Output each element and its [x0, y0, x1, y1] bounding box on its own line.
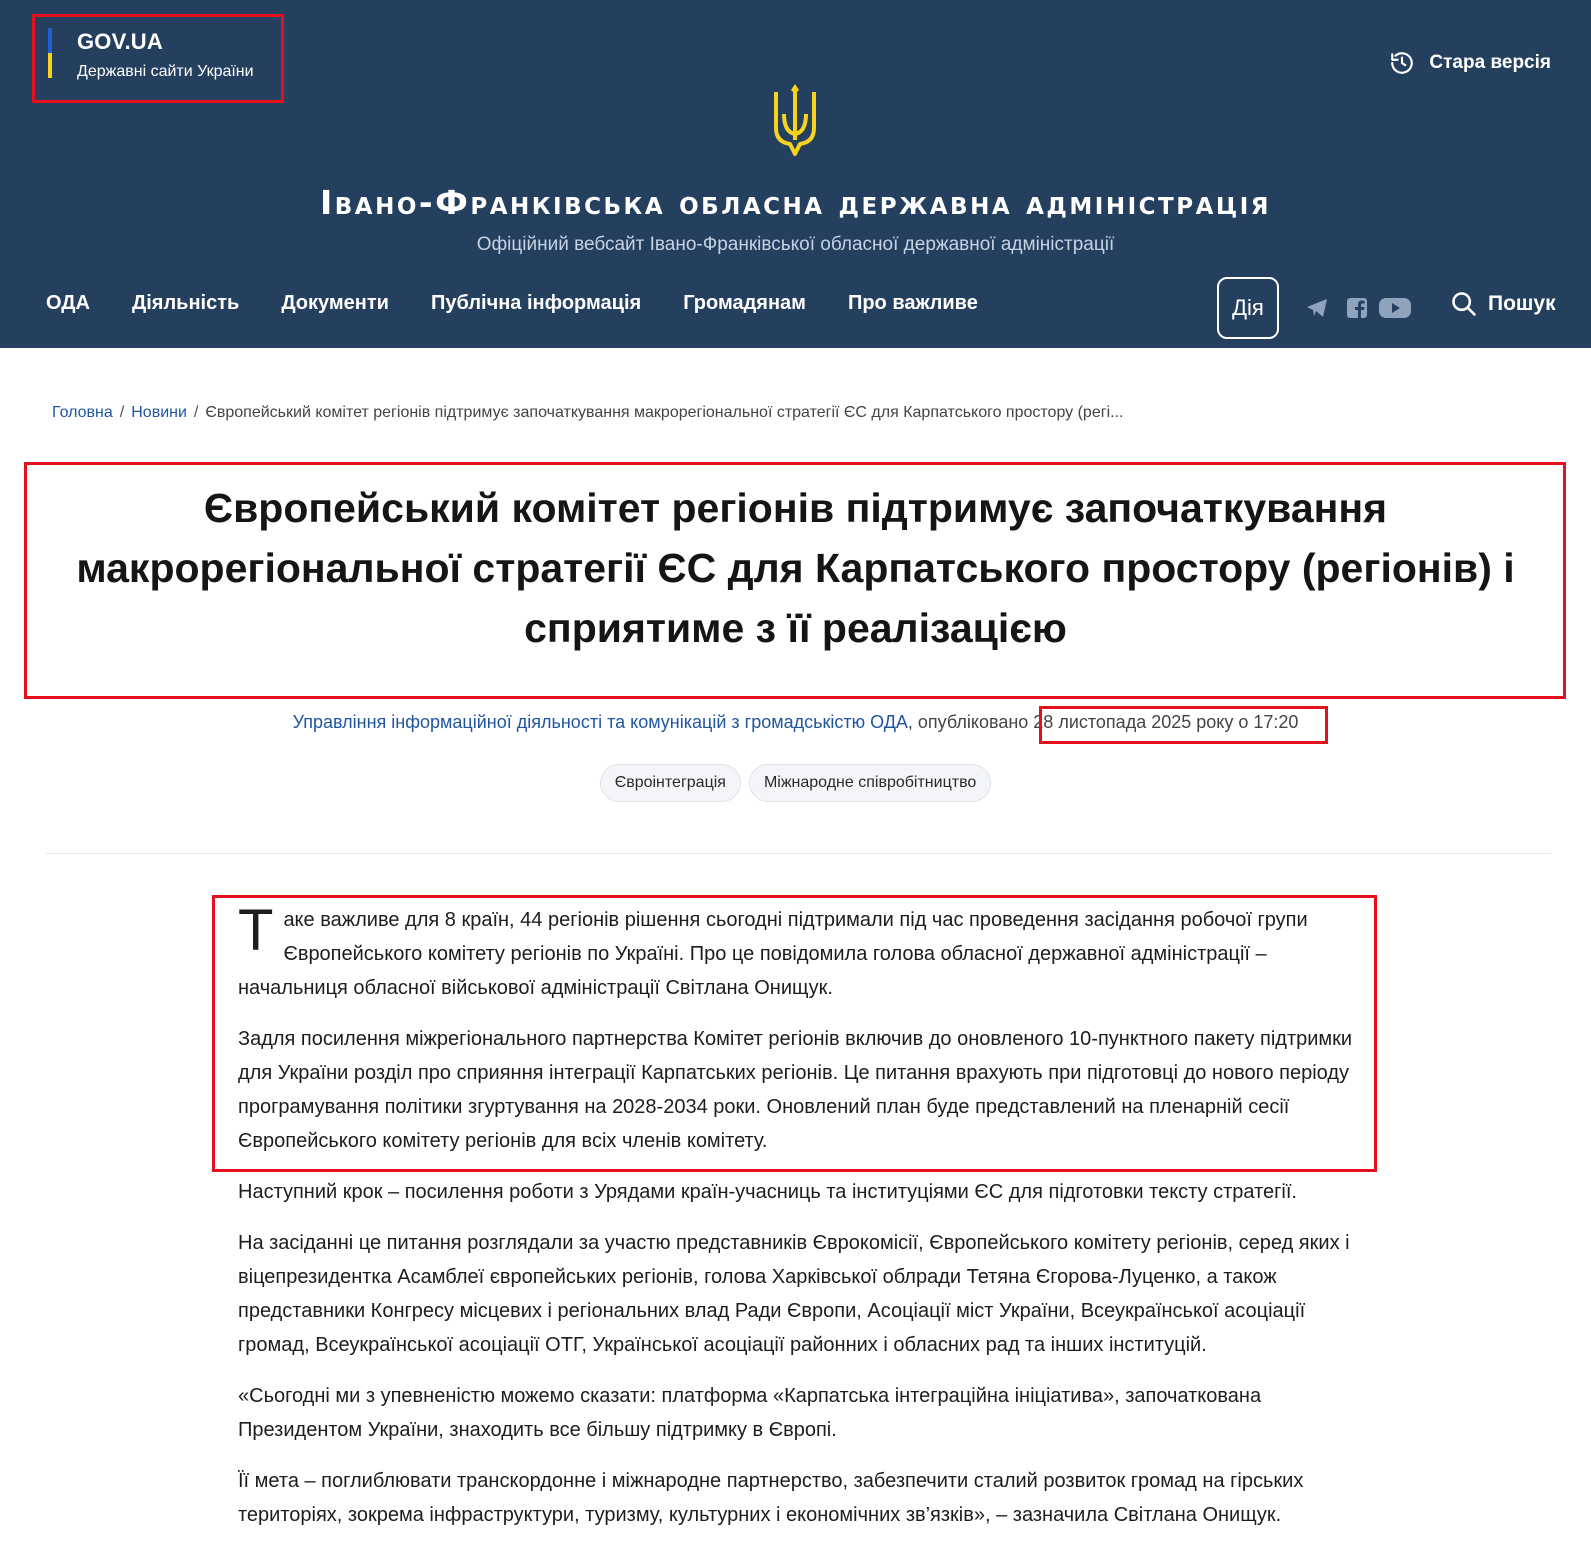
main-nav: [46, 292, 1020, 315]
nav-item-documents[interactable]: Документи: [281, 292, 389, 314]
youtube-icon[interactable]: [1378, 296, 1412, 320]
tag-list: [0, 764, 1591, 802]
paragraph-1: Таке важливе для 8 країн, 44 регіонів рішення сьогодні підтримали під час проведення засідання робочої групи Європейського комітету регіонів по Україні. Про це повідомила голова обласної державної адміністрації – начальниця обласної військової адміністрації Світлана Онищук.: [238, 898, 1308, 999]
facebook-icon[interactable]: [1343, 296, 1371, 320]
tag-international-cooperation[interactable]: Міжнародне співробітництво: [749, 764, 991, 802]
diia-link[interactable]: [1217, 277, 1279, 339]
govua-brand: GOV.UA: [77, 29, 163, 54]
article-title: Європейський комітет регіонів підтримує започаткування макрорегіональної стратегії ЄС для Карпатського простору (регіонів) і сприятиме з її реалізацією: [76, 485, 1515, 651]
telegram-icon[interactable]: [1303, 296, 1331, 320]
paragraph-4: На засіданні це питання розглядали за участю представників Єврокомісії, Європейського комітету регіонів, серед яких і віцепрезидентка Асамблеї європейських регіонів, голова Харківської облради Тетяна Єгорова-Луценко, а також представники Конгресу місцевих і регіональних влад Ради Європи, Асоціації міст України, Всеукраїнської асоціації громад, Всеукраїнської асоціації ОТГ, Української асоціації районних і обласних рад та інших інституцій.: [238, 1232, 1350, 1356]
govua-subtitle: Державні сайти України: [77, 63, 254, 80]
article-body: [238, 898, 1360, 1542]
govua-link[interactable]: [32, 14, 284, 103]
search-label: Пошук: [1488, 292, 1556, 315]
breadcrumb-news[interactable]: Новини: [131, 404, 187, 421]
date-highlight: [1039, 706, 1328, 744]
old-version-label: Стара версія: [1429, 52, 1551, 73]
nav-item-citizens[interactable]: Громадянам: [683, 292, 806, 314]
nav-item-public-info[interactable]: Публічна інформація: [430, 292, 642, 314]
article-date: 28 листопада 2025 року о 17:20: [1033, 712, 1299, 732]
nav-item-activity[interactable]: Діяльність: [131, 292, 240, 314]
search-icon: [1450, 290, 1478, 318]
history-icon: [1389, 50, 1415, 76]
breadcrumb: Головна / Новини / Європейський комітет регіонів підтримує започаткування макрорегіональної стратегії ЄС для Карпатського простору (регі...: [52, 404, 1124, 421]
nav-item-oda[interactable]: ОДА: [46, 292, 90, 314]
paragraph-5: «Сьогодні ми з упевненістю можемо сказати: платформа «Карпатська інтеграційна ініціатива», започаткована Президентом України, знаходить все більшу підтримку в Європі.: [238, 1385, 1262, 1441]
search-button[interactable]: [1450, 290, 1556, 318]
drop-cap: Т: [238, 898, 274, 963]
published-prefix: , опубліковано: [907, 712, 1034, 732]
diia-label: Дія: [1232, 295, 1264, 320]
paragraph-3: Наступний крок – посилення роботи з Урядами країн-учасниць та інституціями ЄС для підготовки тексту стратегії.: [238, 1181, 1297, 1203]
ukraine-flag-icon: [48, 28, 52, 78]
site-header: [0, 0, 1591, 348]
article-meta: [0, 712, 1591, 733]
paragraph-2: Задля посилення міжрегіонального партнерства Комітет регіонів включив до оновленого 10-пунктного пакету підтримки для України розділ про сприяння інтеграції Карпатських регіонів. Це питання врахують при підготовці до нового періоду програмування політики згуртування на 2028-2034 роки. Оновлений план буде представлений на пленарній сесії Європейського комітету регіонів для всіх членів комітету.: [238, 1028, 1353, 1152]
trident-icon: [772, 84, 818, 160]
site-title: Івано-Франківська обласна державна адміністрація: [320, 183, 1271, 222]
site-subtitle: Офіційний вебсайт Івано-Франківської обласної державної адміністрації: [476, 234, 1115, 255]
tag-eurointegration[interactable]: Євроінтеграція: [600, 764, 741, 802]
nav-item-important[interactable]: Про важливе: [847, 292, 978, 314]
paragraph-6: Її мета – поглиблювати транскордонне і міжнародне партнерство, забезпечити сталий розвиток громад на гірських територіях, зокрема інфраструктури, туризму, культурних і економічних зв’язків», – зазначила Світлана Онищук.: [238, 1470, 1304, 1526]
breadcrumb-home[interactable]: Головна: [52, 404, 113, 421]
breadcrumb-current: Європейський комітет регіонів підтримує започаткування макрорегіональної стратегії ЄС для Карпатського простору (регі...: [205, 404, 1124, 421]
article-author[interactable]: Управління інформаційної діяльності та комунікацій з громадськістю ОДА: [292, 712, 908, 732]
divider: [46, 853, 1551, 854]
old-version-link[interactable]: [1389, 50, 1551, 76]
